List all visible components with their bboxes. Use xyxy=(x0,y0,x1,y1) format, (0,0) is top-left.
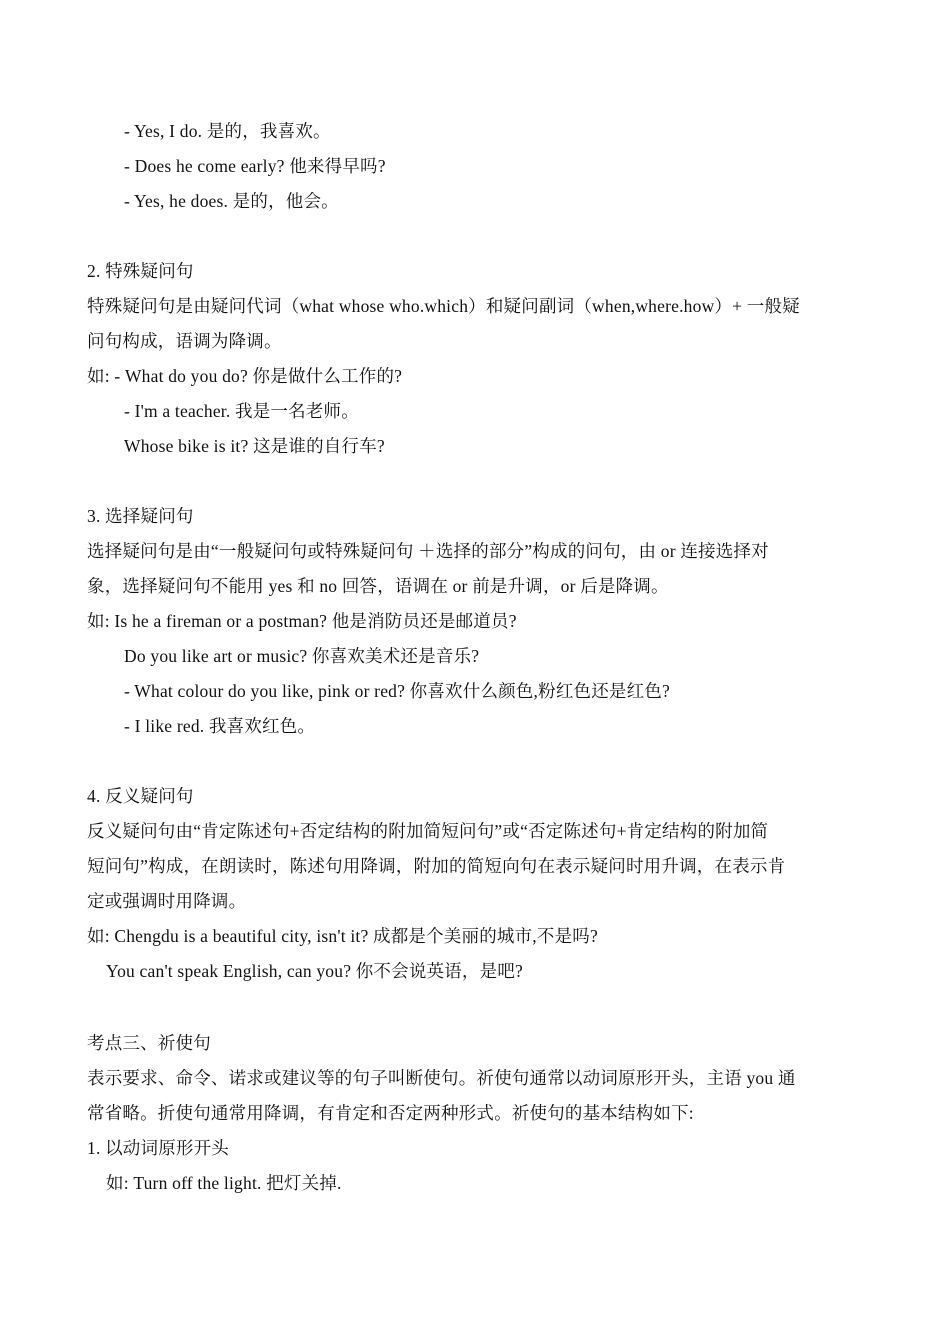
example-line: 如: Turn off the light. 把灯关掉. xyxy=(106,1173,342,1193)
example-answer-yes-i-do: - Yes, I do. 是的，我喜欢。 xyxy=(124,121,331,141)
section-heading-special-question: 2. 特殊疑问句 xyxy=(87,261,194,281)
example-line: - I like red. 我喜欢红色。 xyxy=(124,716,316,736)
paragraph-line: 定或强调时用降调。 xyxy=(87,891,247,911)
example-line: - What colour do you like, pink or red? 你喜欢什么颜色,粉红色还是红色? xyxy=(124,681,670,701)
section-heading-choice-question: 3. 选择疑问句 xyxy=(87,506,194,526)
example-line: - I'm a teacher. 我是一名老师。 xyxy=(124,401,359,421)
example-line: Do you like art or music? 你喜欢美术还是音乐? xyxy=(124,646,480,666)
paragraph-line: 特殊疑问句是由疑问代词（what whose who.which）和疑问副词（when,where.how）+ 一般疑 xyxy=(87,296,800,316)
example-line: Whose bike is it? 这是谁的自行车? xyxy=(124,436,385,456)
paragraph-line: 短问句”构成，在朗读时，陈述句用降调，附加的简短向句在表示疑问时用升调，在表示肯 xyxy=(87,856,786,876)
example-line: You can't speak English, can you? 你不会说英语，是吧? xyxy=(106,961,523,981)
subheading-verb-base-form: 1. 以动词原形开头 xyxy=(87,1138,229,1158)
section-heading-tag-question: 4. 反义疑问句 xyxy=(87,786,194,806)
example-line: 如: Chengdu is a beautiful city, isn't it? 成都是个美丽的城市,不是吗? xyxy=(87,926,598,946)
paragraph-line: 表示要求、命令、诺求或建议等的句子叫断使句。祈使句通常以动词原形开头，主语 you 通 xyxy=(87,1068,796,1088)
paragraph-line: 反义疑问句由“肯定陈述句+否定结构的附加简短问句”或“否定陈述句+肯定结构的附加简 xyxy=(87,821,769,841)
section-heading-imperative: 考点三、祈使句 xyxy=(87,1033,211,1053)
example-question-does-he: - Does he come early? 他来得早吗? xyxy=(124,156,386,176)
paragraph-line: 象，选择疑问句不能用 yes 和 no 回答，语调在 or 前是升调，or 后是降调。 xyxy=(87,576,669,596)
example-line: 如: Is he a fireman or a postman? 他是消防员还是邮道员? xyxy=(87,611,517,631)
example-line: 如: - What do you do? 你是做什么工作的? xyxy=(87,366,403,386)
paragraph-line: 常省略。折使句通常用降调，有肯定和否定两种形式。祈使句的基本结构如下: xyxy=(87,1103,694,1123)
paragraph-line: 问句构成，语调为降调。 xyxy=(87,331,282,351)
example-answer-yes-he-does: - Yes, he does. 是的，他会。 xyxy=(124,191,339,211)
paragraph-line: 选择疑问句是由“一般疑问句或特殊疑问句 ＋选择的部分”构成的问句，由 or 连接选择对 xyxy=(87,541,769,561)
